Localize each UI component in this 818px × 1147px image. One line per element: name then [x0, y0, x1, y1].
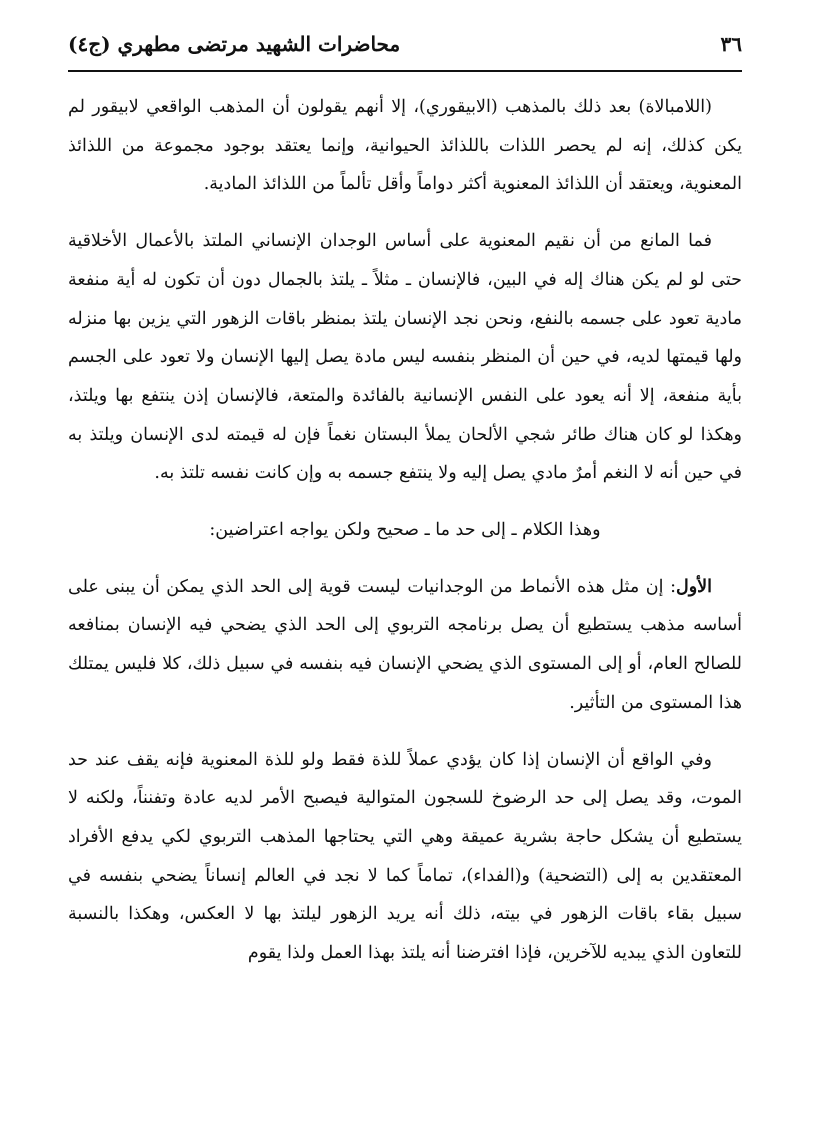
page-number: ٣٦ — [720, 32, 742, 56]
paragraph-4-text: : إن مثل هذه الأنماط من الوجدانيات ليست قوية إلى الحد الذي يمكن أن يبنى على أساسه مذهب يستطيع أن يصل برنامجه التربوي إلى الحد الذي يضحي فيه الإنسان بمنافعه للصالح العام، أو إلى المستوى الذي يضحي الإنسان فيه بنفسه في سبيل ذلك، كلا فليس يمتلك هذا المستوى من التأثير. — [68, 576, 742, 713]
running-title: محاضرات الشهيد مرتضى مطهري (ج٤) — [68, 32, 401, 56]
paragraph-4-lead: الأول — [675, 576, 712, 597]
page-header — [68, 24, 742, 64]
paragraph-1: (اللامبالاة) بعد ذلك بالمذهب (الابيقوري)، إلا أنهم يقولون أن المذهب الواقعي لابيقور لم يكن كذلك، إنه لم يحصر اللذات باللذائذ الحيوانية، وإنما يعتقد بوجود مجموعة من اللذائذ المعنوية، ويعتقد أن اللذائذ المعنوية أكثر دواماً وأقل تألماً من اللذائذ المادية. — [68, 97, 742, 195]
header-divider — [68, 70, 742, 72]
paragraph-2: فما المانع من أن نقيم المعنوية على أساس الوجدان الإنساني الملتذ بالأعمال الأخلاقية حتى لو لم يكن هناك إله في البين، فالإنسان ـ مثلاً ـ يلتذ بالجمال دون أن تكون له أية منفعة مادية تعود على جسمه بالنفع، ونحن نجد الإنسان يلتذ بمنظر باقات الزهور التي يزين بها منزله ولها قيمتها لديه، في حين أن المنظر بنفسه ليس مادة يصل إليها الإنسان ولا تعود على الجسم بأية منفعة، إلا أنه يعود على النفس الإنسانية بالفائدة والمتعة، فالإنسان إذن ينتفع بها ويلتذ، وهكذا لو كان هناك طائر شجي الألحان يملأ البستان نغماً فإن له قيمته لدى الإنسان ويلتذ به في حين أنه لا النغم أمرٌ مادي يصل إليه ولا ينتفع جسمه به وإن كانت نفسه تلتذ به. — [68, 231, 742, 484]
paragraph-3: وهذا الكلام ـ إلى حد ما ـ صحيح ولكن يواجه اعتراضين: — [209, 520, 601, 541]
paragraph-4 — [68, 568, 742, 723]
paragraph-5: وفي الواقع أن الإنسان إذا كان يؤدي عملاً للذة فقط ولو للذة المعنوية فإنه يقف عند حد الموت، وقد يصل إلى حد الرضوخ للسجون المتوالية فيصبح الأمر لديه عادة وتفنناً، ولكنه لا يستطيع أن يشكل حاجة بشرية عميقة وهي التي يحتاجها المذهب التربوي لكي يدفع الأفراد المعتقدين به إلى (التضحية) و(الفداء)، تماماً كما لا نجد في العالم إنساناً يضحي بنفسه في سبيل بقاء باقات الزهور في بيته، ذلك أنه يريد الزهور ليلتذ بها لا العكس، وهكذا بالنسبة للتعاون الذي يبديه للآخرين، فإذا افترضنا أنه يلتذ بهذا العمل ولذا يقوم — [68, 749, 742, 964]
body-text — [68, 88, 742, 991]
